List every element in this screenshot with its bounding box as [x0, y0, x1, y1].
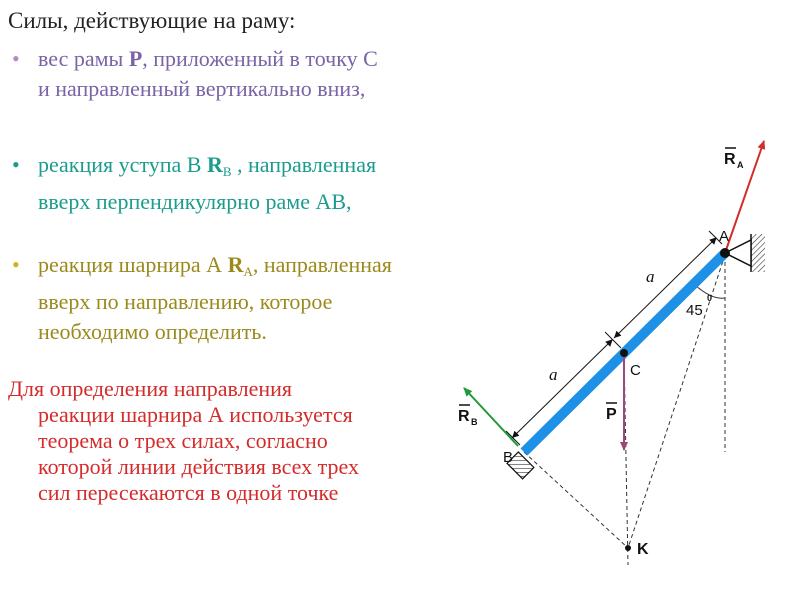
label-ra: R — [724, 151, 736, 168]
label-angle: 45 — [686, 302, 703, 319]
point-a — [720, 248, 730, 258]
label-rb: R — [458, 408, 470, 425]
force-symbol: R — [227, 252, 244, 277]
label-p: P — [606, 406, 617, 423]
label-a-upper-length: a — [646, 267, 655, 286]
bullet-post: , направленная вверх по направлению, которое необходимо определить. — [38, 252, 392, 344]
dashed-line-b-to-k — [524, 452, 628, 548]
bullet-pre: реакция шарнира А — [38, 252, 228, 277]
force-symbol: P — [128, 46, 143, 71]
paragraph-rest: реакции шарнира А используется теорема о трех силах, согласно которой линии действия всех трех сил пересекаются в одной точке — [38, 402, 359, 505]
label-b: B — [503, 449, 514, 466]
bullet-pre: реакция уступа В — [38, 152, 207, 177]
label-ra-sub: A — [737, 160, 744, 170]
paragraph-first-line: Для определения направления — [8, 376, 293, 401]
slide-title: Силы, действующие на раму: — [8, 8, 296, 33]
label-rb-sub: B — [471, 417, 478, 427]
force-subscript: B — [222, 164, 232, 179]
dimension-tick — [506, 431, 520, 445]
dimension-tick — [605, 332, 621, 348]
wall-hatch — [751, 234, 765, 272]
label-a: A — [719, 228, 730, 245]
force-symbol: R — [206, 152, 223, 177]
label-c: C — [630, 362, 641, 379]
bullet-marker: • — [12, 46, 20, 71]
bullet-post: , приложенный в точку С и направленный вертикально вниз, — [38, 46, 378, 101]
bullet-marker: • — [12, 152, 20, 177]
force-subscript: A — [243, 264, 253, 279]
label-k: K — [637, 541, 649, 558]
dimension-line-lower — [512, 340, 612, 438]
point-k — [625, 545, 631, 551]
bullet-post: , направленная вверх перпендикулярно раме АВ, — [38, 152, 377, 214]
dimension-line-upper — [614, 238, 716, 338]
bullet-pre: вес рамы — [38, 46, 129, 71]
bullet-marker: • — [12, 252, 20, 277]
label-a-lower-length: a — [549, 365, 558, 384]
point-c — [620, 349, 628, 357]
label-angle-degree: 0 — [707, 293, 713, 303]
